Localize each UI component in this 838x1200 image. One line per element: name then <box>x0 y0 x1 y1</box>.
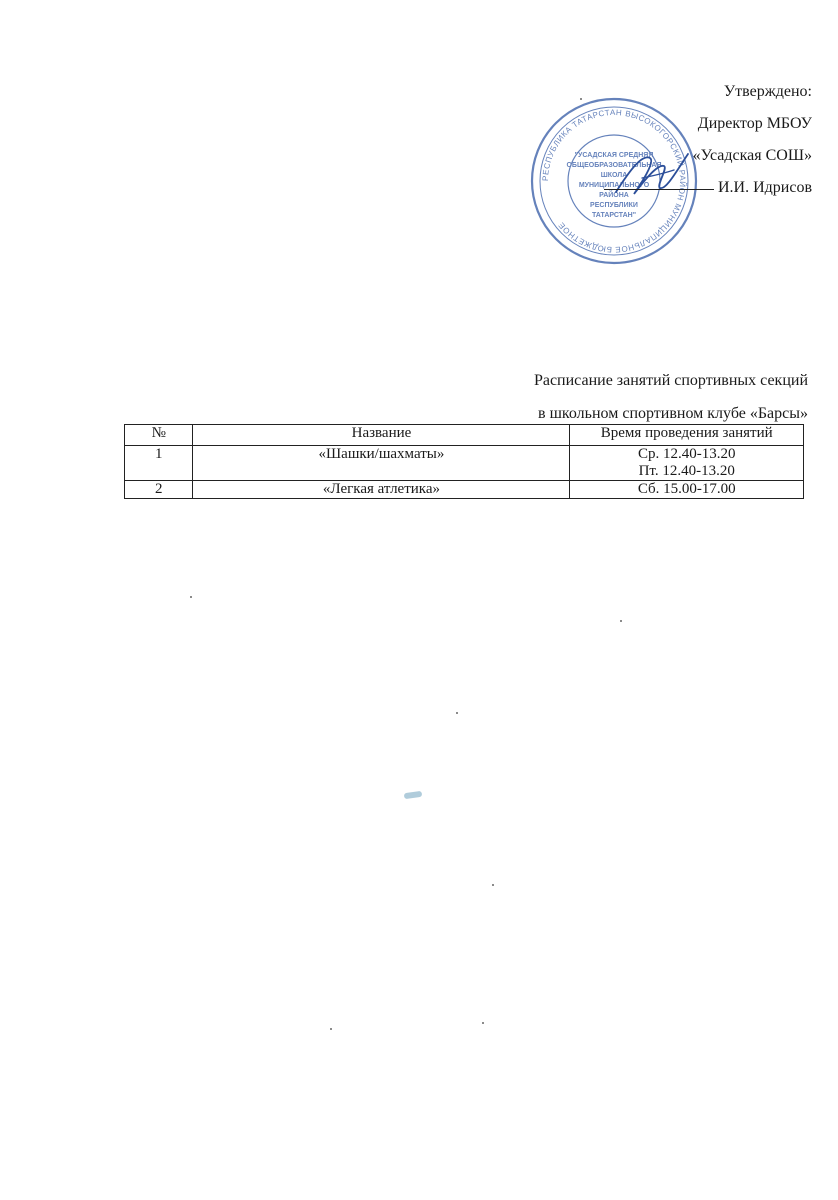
approval-block <box>604 76 812 204</box>
row-number: 1 <box>125 446 193 481</box>
document-title <box>534 364 808 430</box>
svg-text:ТАТАРСТАН": ТАТАРСТАН" <box>591 212 637 219</box>
section-name: «Шашки/шахматы» <box>193 446 570 481</box>
row-number: 2 <box>125 481 193 499</box>
session-times <box>570 446 804 481</box>
title-line-1: Расписание занятий спортивных секций <box>533 372 808 389</box>
session-time: Сб. 15.00-17.00 <box>637 481 736 497</box>
header-number: № <box>125 425 193 446</box>
scan-speck <box>492 884 494 886</box>
session-times <box>570 481 804 499</box>
title-line-2: в школьном спортивном клубе «Барсы» <box>538 405 808 422</box>
approval-label: Утверждено: <box>723 83 812 100</box>
table-row <box>125 481 804 499</box>
signature-blank <box>604 189 714 190</box>
header-name: Название <box>193 425 570 446</box>
svg-text:РАЙОНА: РАЙОНА <box>599 192 629 199</box>
header-time: Время проведения занятий <box>570 425 804 446</box>
signatory-line <box>604 172 812 204</box>
scan-speck <box>580 98 582 100</box>
svg-text:РЕСПУБЛИКИ: РЕСПУБЛИКИ <box>590 202 638 209</box>
scan-speck <box>456 712 458 714</box>
scan-speck <box>330 1028 332 1030</box>
scan-speck <box>620 620 622 622</box>
table-row <box>125 446 804 481</box>
schedule-table <box>124 424 804 499</box>
svg-text:"УСАДСКАЯ СРЕДНЯЯ: "УСАДСКАЯ СРЕДНЯЯ <box>574 152 654 159</box>
session-time: Пт. 12.40-13.20 <box>638 463 735 479</box>
school-name: «Усадская СОШ» <box>692 147 812 164</box>
scan-speck <box>482 1022 484 1024</box>
signatory-name: И.И. Идрисов <box>717 179 812 196</box>
director-position: Директор МБОУ <box>697 115 812 132</box>
table-header-row <box>125 425 804 446</box>
svg-text:ШКОЛА: ШКОЛА <box>600 172 628 179</box>
section-name: «Легкая атлетика» <box>193 481 570 499</box>
svg-text:ОБЩЕОБРАЗОВАТЕЛЬНАЯ: ОБЩЕОБРАЗОВАТЕЛЬНАЯ <box>566 162 662 169</box>
svg-text:РЕСПУБЛИКА ТАТАРСТАН ВЫСОКОГОР: РЕСПУБЛИКА ТАТАРСТАН ВЫСОКОГОРСКИЙ РАЙОН МУНИЦИПАЛЬНОЕ БЮДЖЕТНОЕ <box>540 107 688 255</box>
svg-text:МУНИЦИПАЛЬНОГО: МУНИЦИПАЛЬНОГО <box>578 182 650 189</box>
session-time: Ср. 12.40-13.20 <box>637 446 736 462</box>
scan-smudge <box>404 791 423 799</box>
scan-speck <box>190 596 192 598</box>
